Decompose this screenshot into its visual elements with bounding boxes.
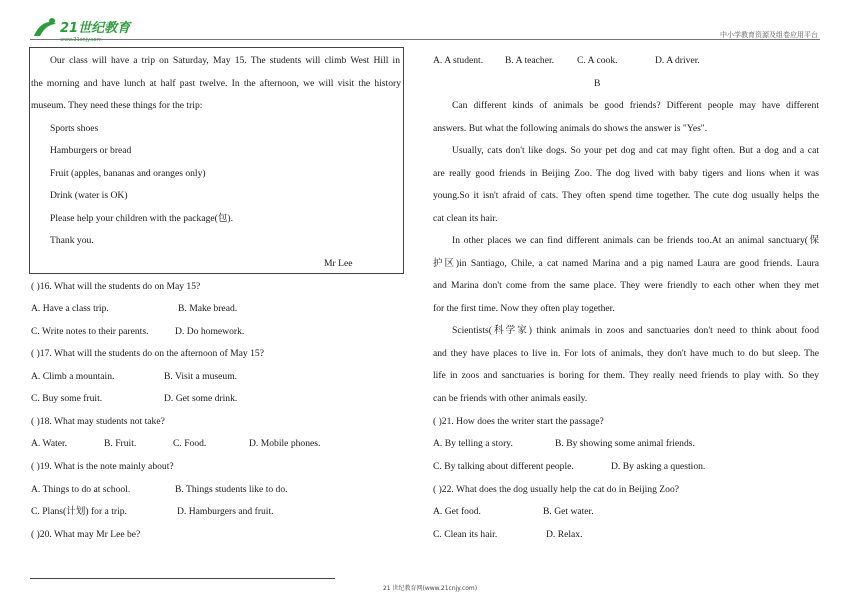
passage-line: Usually, cats don't like dogs. So your pet dog and cat may fight often. But a dog and a cat	[452, 145, 819, 156]
passage-line: young.So it isn't afraid of cats. They often spend time together. The cute dog usually helps the	[433, 190, 819, 201]
notice-item: Thank you.	[50, 235, 94, 246]
logo-subtext: www.21cnjy.com	[60, 37, 102, 43]
option-d: D. Hamburgers and fruit.	[177, 506, 274, 517]
passage-line: Scientists(科学家) think animals in zoos and sanctuaries don't need to think about food	[452, 325, 819, 336]
option-a: A. Climb a mountain.	[31, 371, 115, 382]
header-divider	[30, 39, 820, 40]
notice-signature: Mr Lee	[324, 258, 353, 269]
passage-line: In other places we can find different animals can be friends too.At an animal sanctuary(保	[452, 235, 819, 246]
notice-item: Please help your children with the package(包).	[50, 213, 234, 224]
option-b: B. Make bread.	[178, 303, 238, 314]
header-platform-label: 中小学教育资源及组卷应用平台	[720, 31, 818, 39]
passage-line: 护区)in Santiago, Chile, a cat named Marina and a pig named Laura are good friends. Laura	[433, 258, 819, 269]
notice-line: museum. They need these things for the trip:	[31, 100, 203, 111]
option-d: D. A driver.	[655, 55, 700, 66]
passage-line: are really good friends in Beijing Zoo. The dog lived with baby tigers and lions when it was	[433, 168, 819, 179]
option-c: C. By talking about different people.	[433, 461, 574, 472]
passage-line: cat clean its hair.	[433, 213, 498, 224]
option-b: B. Fruit.	[104, 438, 137, 449]
option-d: D. By asking a question.	[611, 461, 706, 472]
passage-line: and they have places to live in. For lots of animals, they don't have much to do but sleep. The	[433, 348, 819, 359]
footer-source: 21 世纪教育网(www.21cnjy.com)	[382, 585, 478, 592]
option-b: B. Get water.	[543, 506, 594, 517]
option-a: A. By telling a story.	[433, 438, 513, 449]
notice-item: Fruit (apples, bananas and oranges only)	[50, 168, 206, 179]
option-b: B. By showing some animal friends.	[555, 438, 695, 449]
option-c: C. Write notes to their parents.	[31, 326, 149, 337]
option-a: A. Water.	[31, 438, 68, 449]
question-stem: ( )17. What will the students do on the afternoon of May 15?	[31, 348, 264, 359]
option-c: C. Buy some fruit.	[31, 393, 103, 404]
passage-line: can be friends with other animals easily.	[433, 393, 588, 404]
question-stem: ( )22. What does the dog usually help the cat do in Beijing Zoo?	[433, 484, 680, 495]
option-c: C. Clean its hair.	[433, 529, 498, 540]
passage-line: for the first time. Now they often play together.	[433, 303, 615, 314]
option-d: D. Mobile phones.	[249, 438, 321, 449]
notice-item: Hamburgers or bread	[50, 145, 132, 156]
notice-line: Our class will have a trip on Saturday, May 15. The students will climb West Hill in	[50, 55, 400, 66]
passage-line: life in zoos and sanctuaries is boring for them. They really need friends to play with. So they	[433, 370, 819, 381]
footer-divider	[30, 578, 335, 579]
question-stem: ( )18. What may students not take?	[31, 416, 165, 427]
section-label: B	[594, 78, 601, 89]
passage-line: and Marina don't come from the same place. They were friendly to each other when they met	[433, 280, 819, 291]
option-d: D. Do homework.	[175, 326, 245, 337]
option-a: A. Get food.	[433, 506, 481, 517]
question-stem: ( )19. What is the note mainly about?	[31, 461, 174, 472]
question-stem: ( )16. What will the students do on May 15?	[31, 281, 201, 292]
option-b: B. Things students like to do.	[175, 484, 288, 495]
question-stem: ( )20. What may Mr Lee be?	[31, 529, 141, 540]
option-a: A. Have a class trip.	[31, 303, 109, 314]
option-d: D. Get some drink.	[164, 393, 238, 404]
option-c: C. Food.	[173, 438, 207, 449]
option-d: D. Relax.	[546, 529, 583, 540]
logo-text: 21世纪教育	[60, 21, 131, 36]
passage-line: answers. But what the following animals do shows the answer is "Yes".	[433, 123, 708, 134]
option-c: C. A cook.	[577, 55, 618, 66]
notice-item: Sports shoes	[50, 123, 99, 134]
option-a: A. Things to do at school.	[31, 484, 131, 495]
notice-line: the morning and have lunch at half past twelve. In the afternoon, we will visit the history	[31, 78, 401, 89]
option-b: B. A teacher.	[505, 55, 555, 66]
option-c: C. Plans(计划) for a trip.	[31, 506, 127, 517]
passage-line: Can different kinds of animals be good friends? Different people may have different	[452, 100, 819, 111]
option-a: A. A student.	[433, 55, 484, 66]
option-b: B. Visit a museum.	[164, 371, 238, 382]
question-stem: ( )21. How does the writer start the passage?	[433, 416, 604, 427]
notice-item: Drink (water is OK)	[50, 190, 128, 201]
